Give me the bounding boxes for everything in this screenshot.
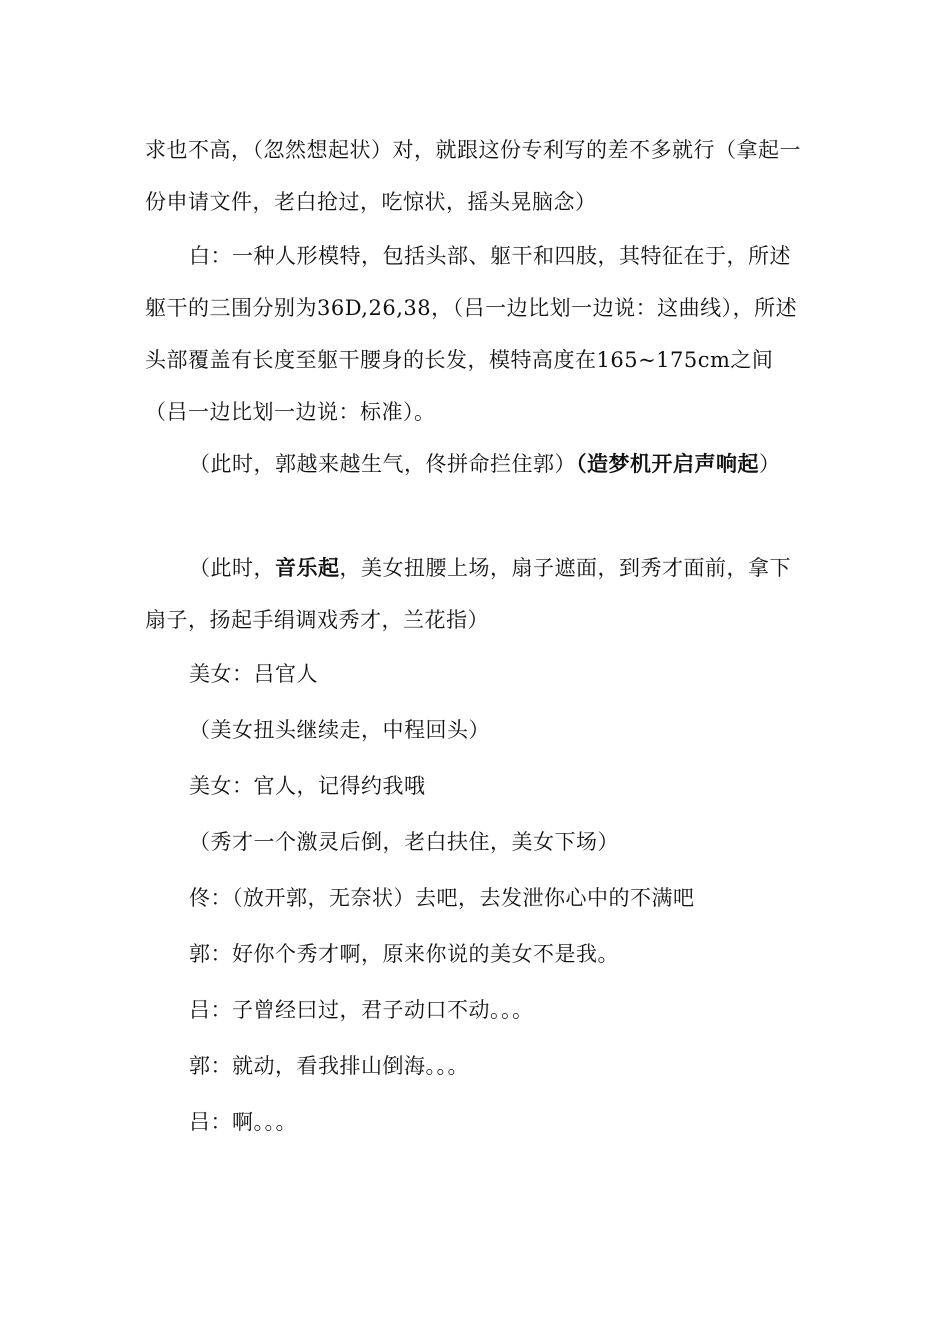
paragraph-2: 白：一种人形模特，包括头部、躯干和四肢，其特征在于，所述躯干的三围分别为36D,26,38，（吕一边比划一边说：这曲线），所述头部覆盖有长度至躯干腰身的长发，模特高度在165~175cm之间（吕一边比划一边说：标准）。 (145, 244, 798, 424)
dialogue-line: 佟：（放开郭，无奈状）去吧，去发泄你心中的不满吧 (189, 886, 695, 910)
paragraph-4-music-cue: 音乐起 (275, 556, 340, 580)
paragraph-3-stage-direction: （此时，郭越来越生气，佟拼命拦住郭） (189, 452, 576, 476)
dialogue-line: 郭：好你个秀才啊，原来你说的美女不是我。 (189, 942, 619, 966)
dialogue-line: 吕：啊。。。 (189, 1110, 297, 1134)
paragraph-4-start: （此时， (189, 556, 275, 580)
paragraph-3-sound-cue: （造梦机开启声响起 (576, 452, 759, 476)
dialogue-line: 郭：就动，看我排山倒海。。。 (189, 1054, 469, 1078)
dialogue-line: 美女：吕官人 (189, 662, 318, 686)
paragraph-3 (145, 438, 805, 490)
paragraph-4-rest: ，美女扭腰上场，扇子遮面，到秀才面前，拿下扇子，扬起手绢调戏秀才，兰花指） (145, 556, 791, 632)
dialogue-line: 美女：官人，记得约我哦 (189, 774, 426, 798)
dialogue-line: 吕：子曾经曰过，君子动口不动。。。 (189, 998, 534, 1022)
paragraph-1: 求也不高，（忽然想起状）对，就跟这份专利写的差不多就行（拿起一份申请文件，老白抢过，吃惊状，摇头晃脑念） (145, 138, 801, 214)
stage-direction-line: （秀才一个激灵后倒，老白扶住，美女下场） (189, 830, 619, 854)
paragraph-3-close: ） (759, 452, 781, 476)
paragraph-4 (145, 542, 805, 646)
stage-direction-line: （美女扭头继续走，中程回头） (189, 718, 490, 742)
